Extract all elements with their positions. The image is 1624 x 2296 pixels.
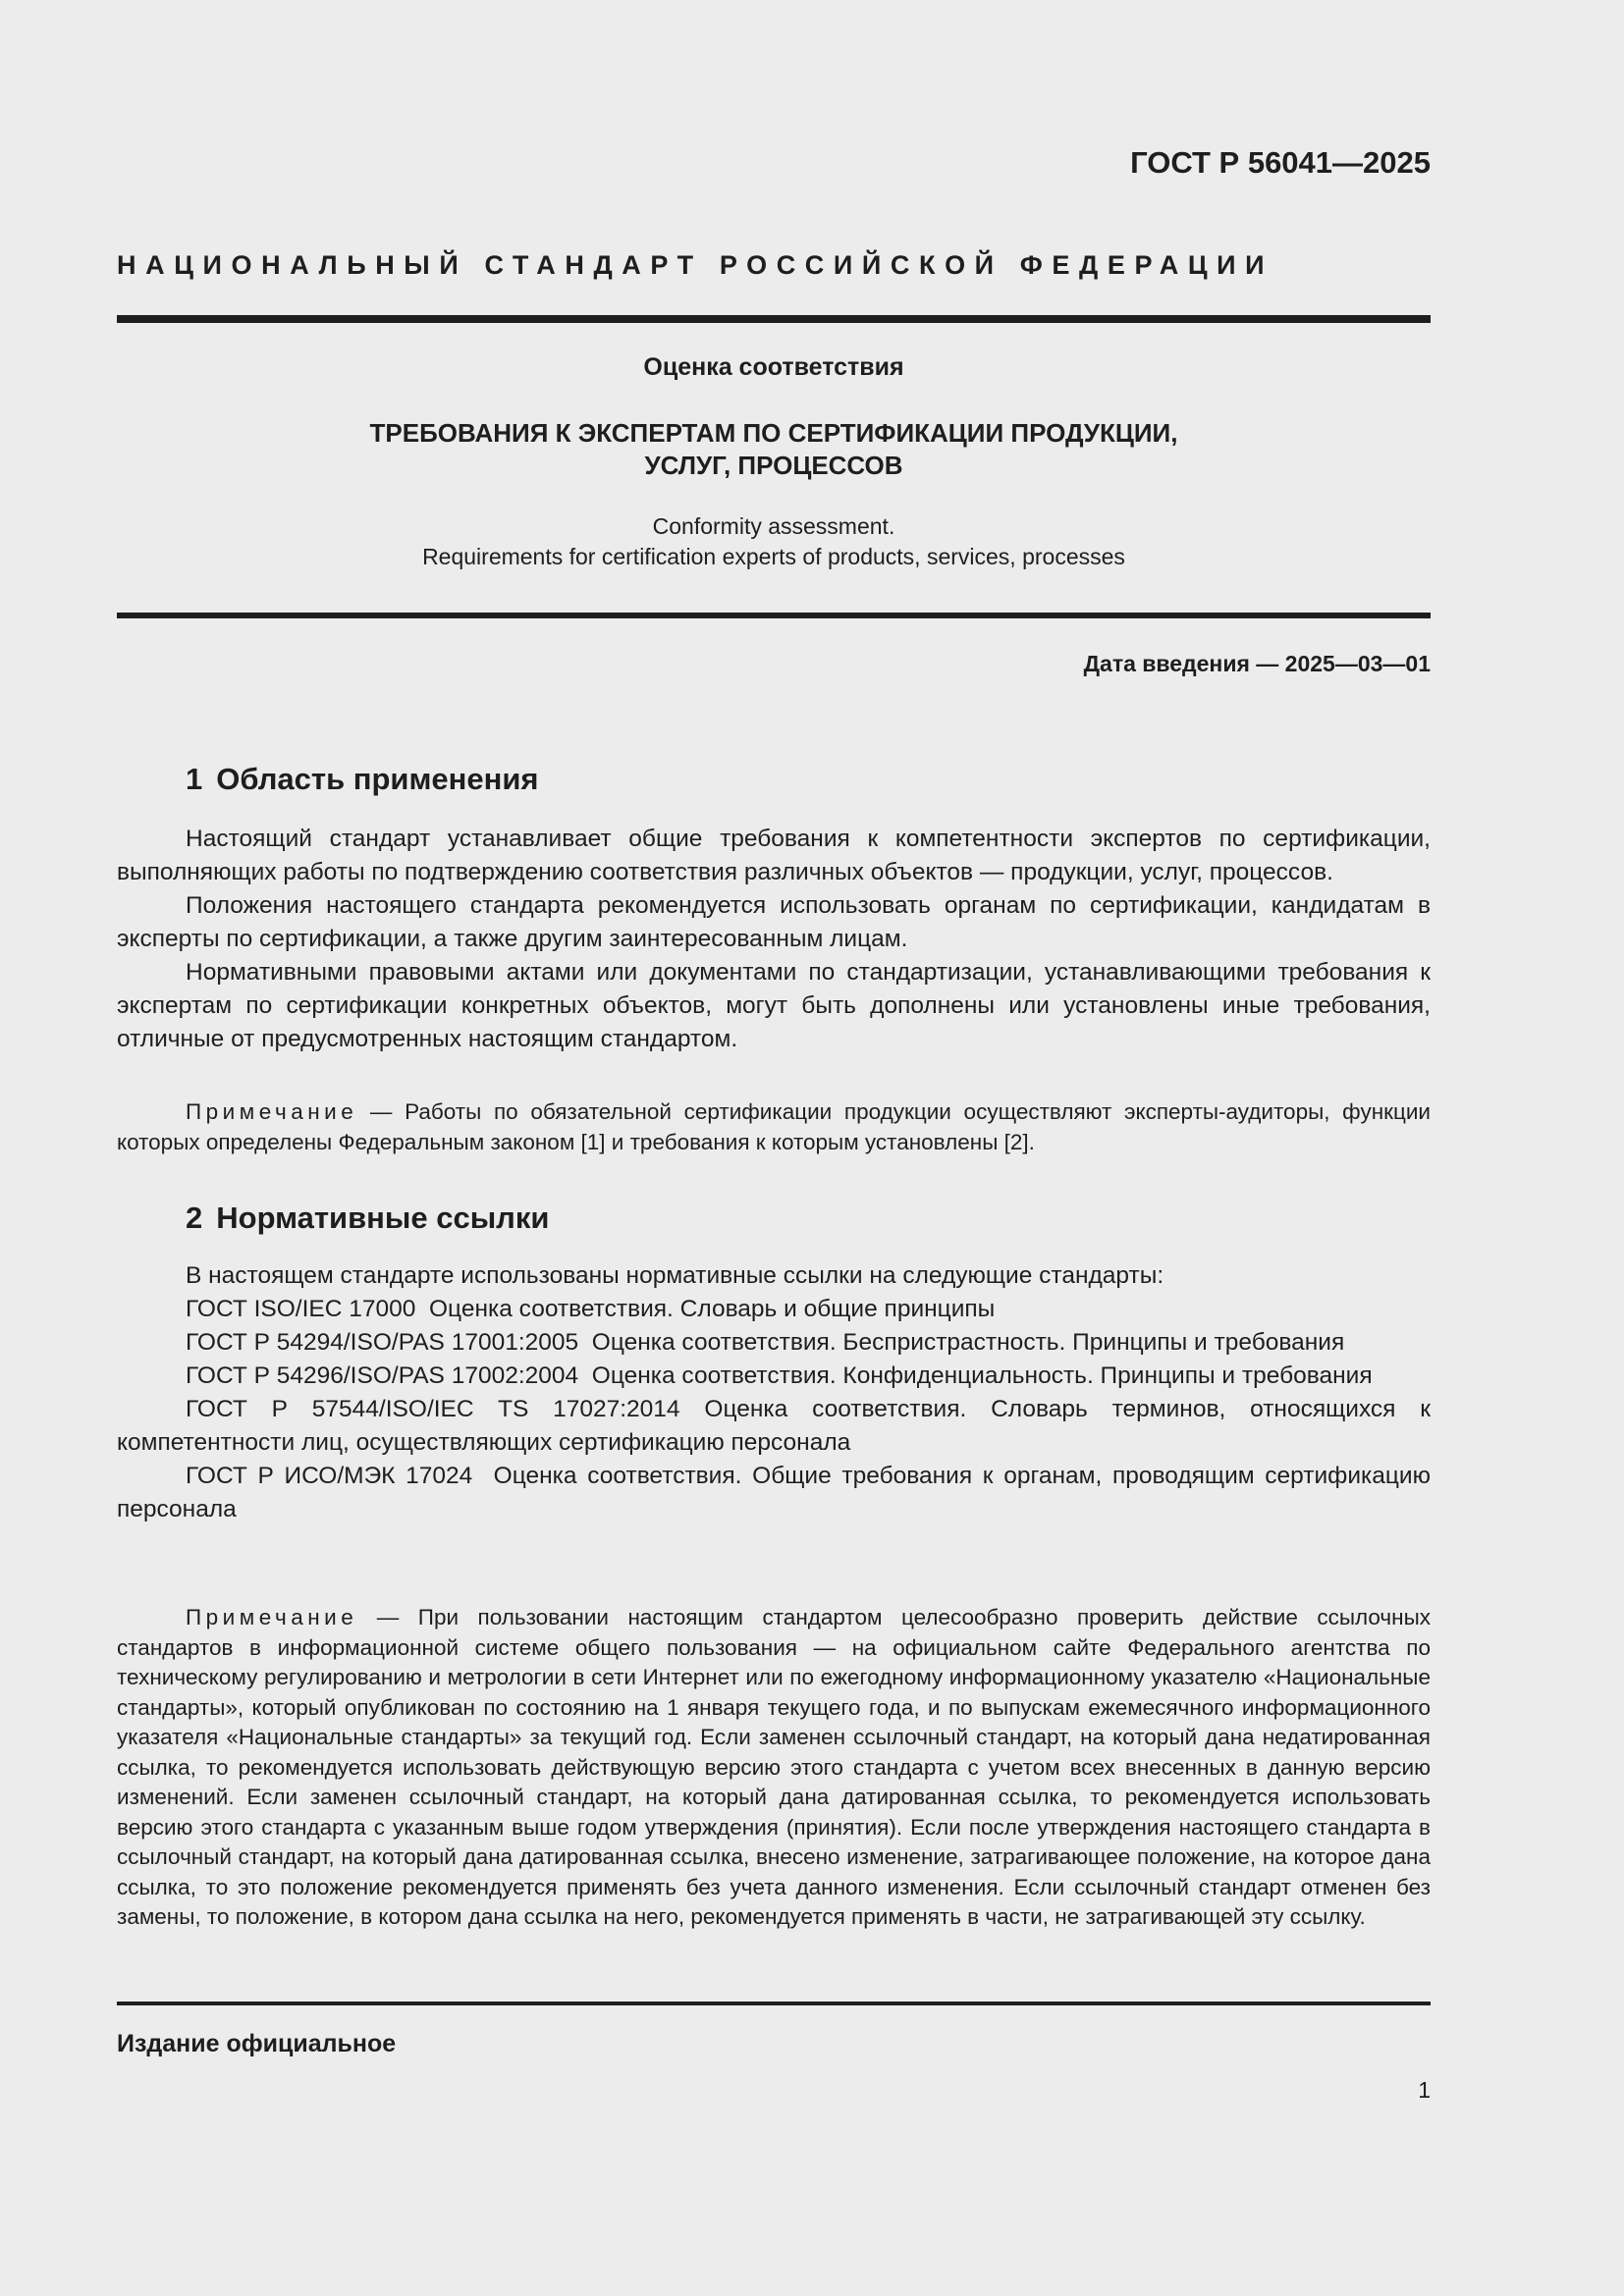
document-title	[117, 417, 1431, 482]
official-edition-label: Издание официальное	[117, 2030, 397, 2057]
paragraph: Нормативными правовыми актами или документами по стандартизации, устанавливающими требования к экспертам по сертификации конкретных объектов, могут быть дополнены или установлены иные требования, отличные от предусмотренных настоящим стандартом.	[117, 959, 1431, 1052]
document-number: ГОСТ Р 56041—2025	[1130, 145, 1431, 180]
note-label: Примечание	[186, 1099, 358, 1124]
note-text: — Работы по обязательной сертификации продукции осуществляют эксперты-аудиторы, функции которых определены Федеральным законом [1] и требования к которым установлены [2].	[117, 1099, 1431, 1154]
national-standard-banner: НАЦИОНАЛЬНЫЙ СТАНДАРТ РОССИЙСКОЙ ФЕДЕРАЦИИ	[117, 250, 1274, 280]
english-title-line: Conformity assessment.	[652, 513, 895, 539]
document-title-line: ТРЕБОВАНИЯ К ЭКСПЕРТАМ ПО СЕРТИФИКАЦИИ ПРОДУКЦИИ,	[369, 418, 1178, 448]
section-number: 1	[186, 762, 203, 796]
page-number: 1	[1418, 2077, 1431, 2103]
reference-item: ГОСТ Р 54296/ISO/PAS 17002:2004 Оценка соответствия. Конфиденциальность. Принципы и требования	[186, 1362, 1373, 1389]
header-divider	[117, 315, 1431, 323]
section-note	[117, 1097, 1431, 1157]
footer-divider	[117, 2002, 1431, 2005]
section-body	[117, 1259, 1437, 1526]
section-heading	[186, 1201, 549, 1236]
document-subtitle: Оценка соответствия	[643, 353, 904, 381]
title-divider	[117, 613, 1431, 618]
paragraph: Настоящий стандарт устанавливает общие требования к компетентности экспертов по сертификации, выполняющих работы по подтверждению соответствия различных объектов — продукции, услуг, процессов.	[117, 826, 1431, 885]
document-title-line: УСЛУГ, ПРОЦЕССОВ	[644, 451, 903, 480]
reference-item: ГОСТ Р ИСО/МЭК 17024 Оценка соответствия. Общие требования к органам, проводящим сертификацию персонала	[117, 1463, 1437, 1522]
note-paragraph	[117, 1097, 1431, 1157]
reference-item: ГОСТ Р 57544/ISO/IEC TS 17027:2014 Оценка соответствия. Словарь терминов, относящихся к компетентности лиц, осуществляющих сертификацию персонала	[117, 1396, 1437, 1456]
section-number: 2	[186, 1201, 203, 1235]
note-paragraph	[117, 1603, 1431, 1933]
section-heading	[186, 762, 539, 797]
introduction-date: Дата введения — 2025—03—01	[1083, 651, 1431, 676]
section-note	[117, 1603, 1431, 1933]
section-title: Нормативные ссылки	[216, 1201, 550, 1235]
section-body	[117, 823, 1431, 1056]
paragraph: В настоящем стандарте использованы нормативные ссылки на следующие стандарты:	[186, 1262, 1164, 1289]
note-label: Примечание	[186, 1605, 358, 1629]
reference-item: ГОСТ Р 54294/ISO/PAS 17001:2005 Оценка соответствия. Беспристрастность. Принципы и требования	[186, 1329, 1345, 1356]
paragraph: Положения настоящего стандарта рекомендуется использовать органам по сертификации, кандидатам в эксперты по сертификации, а также другим заинтересованным лицам.	[117, 892, 1431, 952]
reference-item: ГОСТ ISO/IEC 17000 Оценка соответствия. Словарь и общие принципы	[186, 1296, 996, 1322]
english-title	[117, 511, 1431, 572]
note-text: — При пользовании настоящим стандартом целесообразно проверить действие ссылочных стандартов в информационной системе общего пользования — на официальном сайте Федерального агентства по техническому регулированию и метрологии в сети Интернет или по ежегодному информационному указателю «Национальные стандарты», который опубликован по состоянию на 1 января текущего года, и по выпускам ежемесячного информационного указателя «Национальные стандарты» за текущий год. Если заменен ссылочный стандарт, на который дана недатированная ссылка, то рекомендуется использовать действующую версию этого стандарта с учетом всех внесенных в данную версию изменений. Если заменен ссылочный стандарт, на который дана датированная ссылка, то рекомендуется использовать версию этого стандарта с указанным выше годом утверждения (принятия). Если после утверждения настоящего стандарта в ссылочный стандарт, на который дана датированная ссылка, внесено изменение, затрагивающее положение, на которое дана ссылка, то это положение рекомендуется применять без учета данного изменения. Если ссылочный стандарт отменен без замены, то положение, в котором дана ссылка на него, рекомендуется применять в части, не затрагивающей эту ссылку.	[117, 1605, 1431, 1929]
section-title: Область применения	[216, 762, 539, 796]
english-title-line: Requirements for certification experts of products, services, processes	[422, 544, 1125, 569]
